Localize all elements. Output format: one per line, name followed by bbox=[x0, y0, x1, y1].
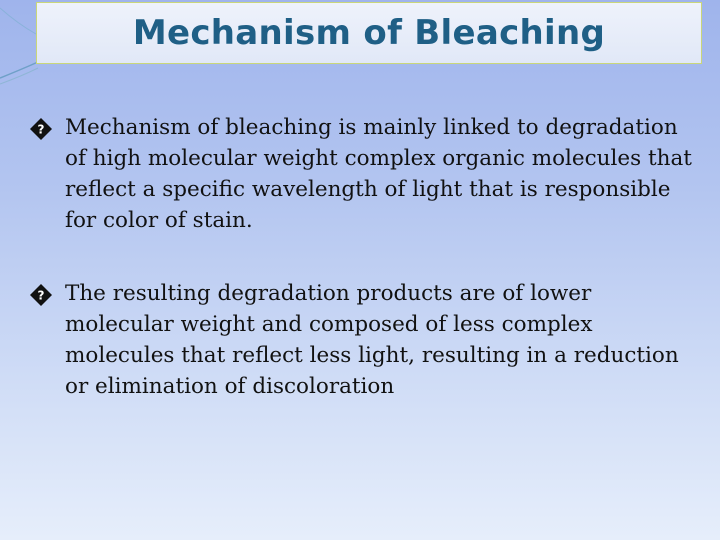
bullet-item bbox=[36, 278, 696, 402]
slide-body bbox=[36, 112, 696, 444]
title-box bbox=[36, 2, 702, 64]
svg-text:?: ? bbox=[37, 288, 45, 303]
bullet-text: Mechanism of bleaching is mainly linked to degradation of high molecular weight complex organic molecules that reflect a specific wavelength of light that is responsible for color of stain. bbox=[65, 115, 692, 233]
slide-title: Mechanism of Bleaching bbox=[132, 13, 606, 53]
bullet-text: The resulting degradation products are of lower molecular weight and composed of less complex molecules that reflect less light, resulting in a reduction or elimination of discoloration bbox=[65, 281, 679, 399]
missing-glyph-icon bbox=[30, 112, 60, 143]
missing-glyph-icon bbox=[30, 278, 60, 309]
bullet-item bbox=[36, 112, 696, 236]
svg-text:?: ? bbox=[37, 122, 45, 137]
